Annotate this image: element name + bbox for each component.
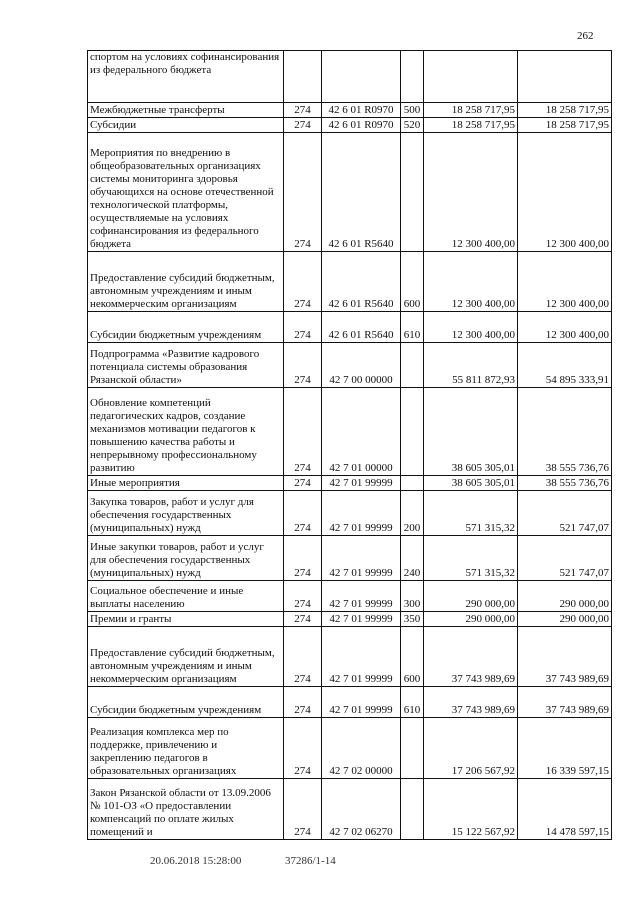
row-vr: 240 <box>401 536 424 581</box>
row-sum2: 38 555 736,76 <box>518 476 612 491</box>
row-name: Социальное обеспечение и иные выплаты населению <box>88 581 284 612</box>
row-name: Предоставление субсидий бюджетным, автономным учреждениям и иным некоммерческим организациям <box>88 627 284 687</box>
table-row <box>88 581 612 612</box>
row-csr: 42 7 01 99999 <box>322 687 401 718</box>
row-ved: 274 <box>284 536 322 581</box>
row-csr: 42 7 00 00000 <box>322 343 401 388</box>
table-row <box>88 536 612 581</box>
row-sum1: 18 258 717,95 <box>424 103 518 118</box>
row-name: Иные мероприятия <box>88 476 284 491</box>
table-row <box>88 343 612 388</box>
row-sum2: 12 300 400,00 <box>518 252 612 312</box>
table-row <box>88 252 612 312</box>
row-sum2: 18 258 717,95 <box>518 118 612 133</box>
row-sum2 <box>518 51 612 103</box>
row-name: Предоставление субсидий бюджетным, автономным учреждениям и иным некоммерческим организациям <box>88 252 284 312</box>
row-sum1: 15 122 567,92 <box>424 779 518 840</box>
row-vr <box>401 718 424 779</box>
row-sum1: 38 605 305,01 <box>424 388 518 476</box>
row-csr: 42 7 01 99999 <box>322 612 401 627</box>
row-vr: 300 <box>401 581 424 612</box>
row-vr: 600 <box>401 627 424 687</box>
row-ved: 274 <box>284 388 322 476</box>
row-ved: 274 <box>284 779 322 840</box>
row-sum1: 12 300 400,00 <box>424 133 518 252</box>
row-vr: 500 <box>401 103 424 118</box>
row-csr: 42 7 01 99999 <box>322 581 401 612</box>
row-csr: 42 6 01 R5640 <box>322 252 401 312</box>
table-row <box>88 687 612 718</box>
row-sum1: 37 743 989,69 <box>424 627 518 687</box>
row-name: Закупка товаров, работ и услуг для обеспечения государственных (муниципальных) нужд <box>88 491 284 536</box>
row-csr: 42 6 01 R5640 <box>322 133 401 252</box>
row-vr: 350 <box>401 612 424 627</box>
table-row <box>88 103 612 118</box>
row-sum1: 55 811 872,93 <box>424 343 518 388</box>
table-row <box>88 51 612 103</box>
row-ved: 274 <box>284 118 322 133</box>
row-sum2: 38 555 736,76 <box>518 388 612 476</box>
row-sum1: 37 743 989,69 <box>424 687 518 718</box>
row-vr: 610 <box>401 312 424 343</box>
row-vr: 610 <box>401 687 424 718</box>
row-sum2: 14 478 597,15 <box>518 779 612 840</box>
row-ved: 274 <box>284 343 322 388</box>
table-row <box>88 612 612 627</box>
row-sum2: 37 743 989,69 <box>518 627 612 687</box>
row-sum1: 17 206 567,92 <box>424 718 518 779</box>
row-sum2: 16 339 597,15 <box>518 718 612 779</box>
footer-doc-code: 37286/1-14 <box>285 855 336 867</box>
row-sum2: 521 747,07 <box>518 536 612 581</box>
row-name: Закон Рязанской области от 13.09.2006 № 101-ОЗ «О предоставлении компенсаций по оплате жилых помещений и <box>88 779 284 840</box>
row-sum1 <box>424 51 518 103</box>
budget-table <box>87 50 612 840</box>
row-csr: 42 6 01 R5640 <box>322 312 401 343</box>
table-row <box>88 718 612 779</box>
row-vr <box>401 51 424 103</box>
row-sum1: 12 300 400,00 <box>424 252 518 312</box>
row-csr: 42 7 01 99999 <box>322 536 401 581</box>
row-ved: 274 <box>284 252 322 312</box>
row-ved: 274 <box>284 491 322 536</box>
row-name: Мероприятия по внедрению в общеобразовательных организациях системы мониторинга здоровья обучающихся на основе отечественной технологической платформы, осуществляемые на условиях софинансирования из федерального бюджета <box>88 133 284 252</box>
row-ved: 274 <box>284 476 322 491</box>
row-sum1: 290 000,00 <box>424 581 518 612</box>
table-row <box>88 491 612 536</box>
row-name: Субсидии <box>88 118 284 133</box>
row-name: Обновление компетенций педагогических кадров, создание механизмов мотивации педагогов к повышению качества работы и непрерывному профессиональному развитию <box>88 388 284 476</box>
row-name: Межбюджетные трансферты <box>88 103 284 118</box>
row-ved: 274 <box>284 312 322 343</box>
row-sum2: 12 300 400,00 <box>518 312 612 343</box>
row-name: Премии и гранты <box>88 612 284 627</box>
row-sum2: 521 747,07 <box>518 491 612 536</box>
row-csr: 42 7 01 99999 <box>322 476 401 491</box>
row-name: Субсидии бюджетным учреждениям <box>88 312 284 343</box>
table-row <box>88 388 612 476</box>
row-sum2: 12 300 400,00 <box>518 133 612 252</box>
row-name: Реализация комплекса мер по поддержке, привлечению и закреплению педагогов в образовательных организациях <box>88 718 284 779</box>
row-ved: 274 <box>284 612 322 627</box>
row-csr: 42 6 01 R0970 <box>322 103 401 118</box>
row-csr: 42 7 01 99999 <box>322 491 401 536</box>
row-sum1: 38 605 305,01 <box>424 476 518 491</box>
row-vr <box>401 343 424 388</box>
row-vr <box>401 133 424 252</box>
row-sum1: 12 300 400,00 <box>424 312 518 343</box>
row-ved: 274 <box>284 687 322 718</box>
row-sum1: 571 315,32 <box>424 536 518 581</box>
row-vr: 200 <box>401 491 424 536</box>
table-row <box>88 118 612 133</box>
row-vr <box>401 476 424 491</box>
row-sum1: 571 315,32 <box>424 491 518 536</box>
row-sum2: 37 743 989,69 <box>518 687 612 718</box>
table-row <box>88 627 612 687</box>
row-sum2: 290 000,00 <box>518 581 612 612</box>
row-sum1: 290 000,00 <box>424 612 518 627</box>
row-vr: 520 <box>401 118 424 133</box>
row-ved: 274 <box>284 133 322 252</box>
row-sum2: 54 895 333,91 <box>518 343 612 388</box>
row-csr: 42 6 01 R0970 <box>322 118 401 133</box>
table-row <box>88 779 612 840</box>
row-vr: 600 <box>401 252 424 312</box>
row-ved: 274 <box>284 103 322 118</box>
row-csr: 42 7 02 00000 <box>322 718 401 779</box>
footer-datetime: 20.06.2018 15:28:00 <box>150 855 242 867</box>
row-name: Иные закупки товаров, работ и услуг для обеспечения государственных (муниципальных) нужд <box>88 536 284 581</box>
row-ved: 274 <box>284 718 322 779</box>
table-row <box>88 476 612 491</box>
row-csr: 42 7 01 00000 <box>322 388 401 476</box>
row-name: спортом на условиях софинансирования из федерального бюджета <box>88 51 284 103</box>
row-name: Подпрограмма «Развитие кадрового потенциала системы образования Рязанской области» <box>88 343 284 388</box>
row-ved: 274 <box>284 581 322 612</box>
row-csr <box>322 51 401 103</box>
row-vr <box>401 388 424 476</box>
row-sum2: 290 000,00 <box>518 612 612 627</box>
row-ved: 274 <box>284 627 322 687</box>
row-sum1: 18 258 717,95 <box>424 118 518 133</box>
page-number: 262 <box>577 30 594 42</box>
row-csr: 42 7 01 99999 <box>322 627 401 687</box>
table-row <box>88 133 612 252</box>
row-name: Субсидии бюджетным учреждениям <box>88 687 284 718</box>
table-row <box>88 312 612 343</box>
row-csr: 42 7 02 06270 <box>322 779 401 840</box>
row-vr <box>401 779 424 840</box>
row-sum2: 18 258 717,95 <box>518 103 612 118</box>
row-ved <box>284 51 322 103</box>
